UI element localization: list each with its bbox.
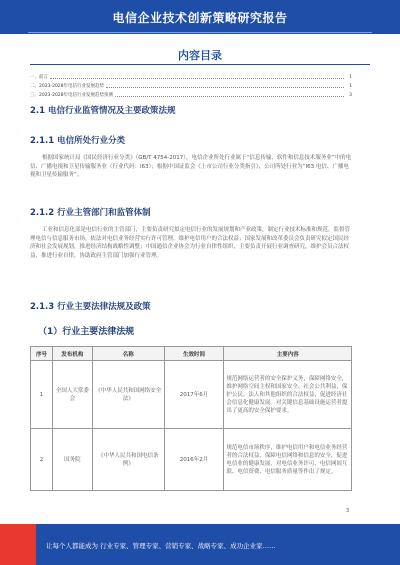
toc-leader-dots — [106, 84, 344, 88]
effective-date-cell: 2016年2月 — [164, 429, 224, 491]
issuer-cell: 国务院 — [52, 429, 92, 491]
section-2-1-2-heading: 2.1.2 行业主管部门和监管体制 — [30, 208, 151, 218]
toc-entry-label: 一、前言 — [30, 75, 48, 80]
toc-entry-page: 1 — [349, 74, 352, 80]
table-row — [31, 429, 352, 491]
toc-entry[interactable] — [30, 90, 352, 100]
section-2-1-2-body — [30, 226, 352, 260]
section-2-1-heading: 2.1 电信行业监管情况及主要政策法规 — [30, 106, 176, 116]
paragraph: 工业和信息化部是电信行业的主管部门，主要负责研究拟定电信行业的发展规划和产业政策，制定行业技术标准和规范，监督管理电信与信息服务市场，依法对电信业务经营实行许可管理，维护电信用户的合法权益；国家发展和改革委员会负责研究拟定国民经济和社会发展规划，推进经济结构战略性调整；中国通信企业协会为行业自律性组织，主要负责开展行业调查研究，维护会员合法权益，推进行业自律，协助政府主管部门加强行业管理。 — [30, 227, 351, 259]
column-header: 名称 — [92, 347, 164, 361]
toc-entry-label: 三、2023-2028年电信行业发展趋势预测 — [30, 93, 114, 98]
paragraph: 根据国家统计局《国民经济行业分类》（GB/T 4754-2017），电信企业所处行业属于“信息传输、软件和信息技术服务业”中的电信、广播电视和卫星传输服务业（行业代码：I63）；根据中国证监会《上市公司行业分类指引》，公司所处行业为“I63 电信、广播电视和卫星传输服务”。 — [30, 155, 352, 178]
toc-title: 内容目录 — [178, 49, 222, 62]
section-2-1-3-heading: 2.1.3 行业主要法律法规及政策 — [30, 302, 151, 312]
section-2-1-1-body — [30, 154, 352, 180]
issuer-cell: 全国人大常委会 — [52, 361, 92, 429]
laws-subheading: （1）行业主要法律法规 — [38, 327, 135, 337]
content-cell: 规范电信市场秩序，维护电信用户和电信业务经营者的合法权益，保障电信网络和信息的安全，促进电信业的健康发展，对电信业务许可、电信网间互联、电信资费、电信服务质量等作出了规定。 — [224, 429, 352, 491]
column-header: 生效时间 — [164, 347, 224, 361]
footer-accent-bar — [0, 524, 36, 565]
laws-table — [30, 346, 352, 491]
table-header-row — [31, 347, 352, 361]
column-header: 发布机构 — [52, 347, 92, 361]
toc-divider — [30, 64, 370, 65]
law-name-cell: 《中华人民共和国电信条例》 — [92, 429, 164, 491]
toc-leader-dots — [50, 75, 344, 79]
effective-date-cell: 2017年6月 — [164, 361, 224, 429]
law-name-cell: 《中华人民共和国网络安全法》 — [92, 361, 164, 429]
row-number: 2 — [31, 429, 53, 491]
content-cell: 规范网络运营者的安全保护义务，保障网络安全，维护网络空间主权和国家安全、社会公共利益，保护公民、法人和其他组织的合法权益，促进经济社会信息化健康发展。对关键信息基础设施运营者提出了更高的安全保护要求。 — [224, 361, 352, 429]
toc-entry-label: 二、2023-2028年电信行业发展趋势 — [30, 84, 105, 89]
report-title: 电信企业技术创新策略研究报告 — [112, 11, 288, 25]
toc-entry-page: 3 — [349, 92, 352, 98]
page-number: 3 — [346, 508, 350, 514]
toc-entry-page: 1 — [349, 83, 352, 89]
section-2-1-1-heading: 2.1.1 电信所处行业分类 — [30, 136, 126, 146]
table-row — [31, 361, 352, 429]
toc-leader-dots — [115, 93, 344, 97]
column-header: 主要内容 — [224, 347, 352, 361]
footer-slogan: 让每个人都能成为 行业专家、管理专家、营销专家、战略专家、成功企业家…… — [46, 542, 276, 550]
header-divider — [28, 32, 372, 33]
row-number: 1 — [31, 361, 53, 429]
column-header: 序号 — [31, 347, 53, 361]
